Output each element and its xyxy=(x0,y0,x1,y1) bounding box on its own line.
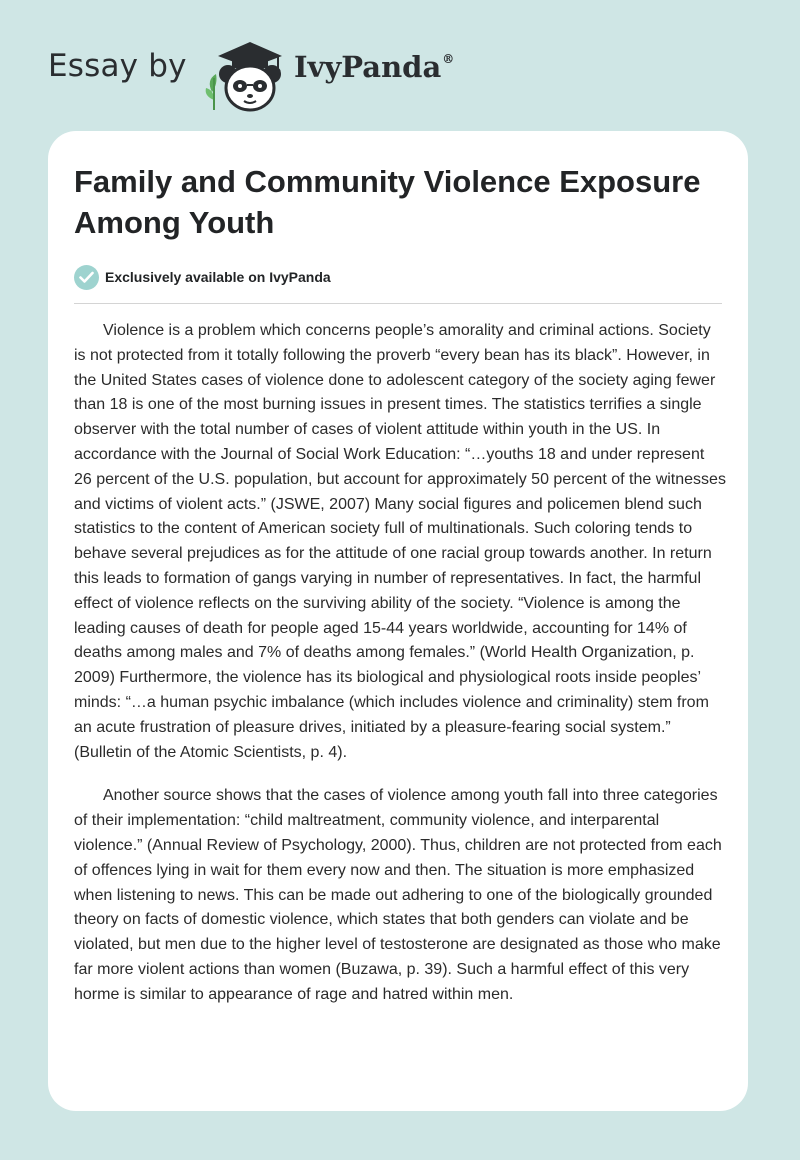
essay-by-label: Essay by xyxy=(48,48,187,84)
panda-graduate-icon xyxy=(198,34,294,114)
exclusive-badge xyxy=(74,264,331,290)
registered-mark: ® xyxy=(442,52,455,66)
brand-name[interactable]: IvyPanda® xyxy=(294,50,455,84)
site-header xyxy=(48,28,752,112)
exclusive-label: Exclusively available on IvyPanda xyxy=(105,269,331,285)
paragraph: Another source shows that the cases of violence among youth fall into three categories of their implementation: “child maltreatment, community violence, and interparental violence.” (Annual Review of Psychology, 2000). Thus, children are not protected from each of offences lying in wait for them every now and then. The situation is more emphasized when listening to news. This can be made out adhering to one of the biologically grounded theory on facts of domestic violence, which states that both genders can violate and be violated, but men due to the higher level of testosterone are designated as those who make far more violent actions than women (Buzawa, p. 39). Such a harmful effect of this very horme is similar to appearance of rage and hatred within men. xyxy=(74,787,722,1003)
check-circle-icon xyxy=(74,265,99,290)
essay-card xyxy=(48,131,748,1111)
essay-title: Family and Community Violence Exposure Among Youth xyxy=(74,164,701,240)
essay-body xyxy=(74,319,726,1027)
divider xyxy=(74,303,722,304)
paragraph: Violence is a problem which concerns people’s amorality and criminal actions. Society is not protected from it totally following the proverb “every bean has its black”. However, in the United States cases of violence done to adolescent category of the society aging fewer than 18 is one of the most burning issues in present times. The statistics terrifies a single observer with the total number of cases of violent attitude within youth in the US. In accordance with the Journal of Social Work Education: “…youths 18 and under represent 26 percent of the U.S. population, but account for approximately 50 percent of the witnesses and victims of violent acts.” (JSWE, 2007) Many social figures and policemen blend such statistics to the content of American society full of multinationals. Such coloring tends to behave several prejudices as for the attitude of one racial group towards another. In return this leads to formation of gangs varying in number of representatives. In fact, the harmful effect of violence reflects on the surviving ability of the society. “Violence is among the leading causes of death for people aged 15-44 years worldwide, accounting for 14% of deaths among males and 7% of deaths among females.” (World Health Organization, p. 2009) Furthermore, the violence has its biological and physiological roots inside peoples’ minds: “…a human psychic imbalance (which includes violence and criminality) stem from an acute frustration of pleasure drives, initiated by a pleasure-fearing social system.” (Bulletin of the Atomic Scientists, p. 4). xyxy=(74,322,726,761)
